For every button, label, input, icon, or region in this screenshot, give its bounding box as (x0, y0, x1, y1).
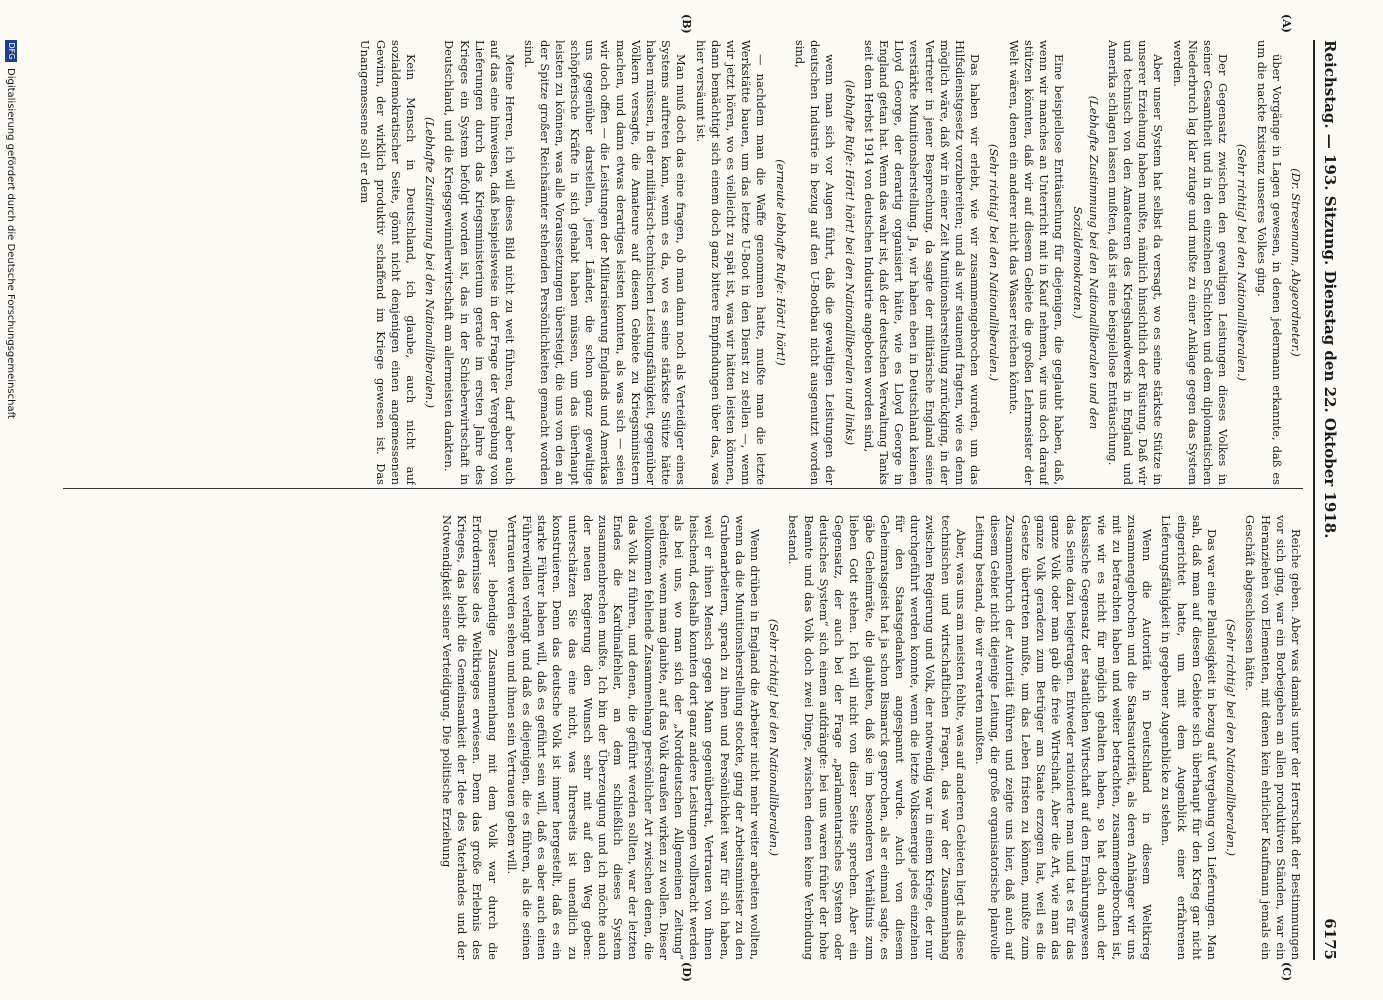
left-column (63, 40, 1303, 485)
page-number: 6175 (1321, 918, 1339, 960)
paragraph: Kein Mensch in Deutschland, ich glaube, auch nicht auf sozialdemokratischer Seite, gönnt nicht denjenigen einen angemessenen Gewinn, der wirklich produktiv schaffend im Kriege gewesen ist. Das Unangemessene soll er dem (358, 40, 419, 485)
paragraph: (Lebhafte Zustimmung bei den Nationalliberalen.) (423, 116, 438, 409)
paragraph: Wenn die Autorität in Deutschland in diesem Weltkrieg zusammengebrochen und die Staatsautorität, als deren Anhänger wir uns mit zu betrachten haben und weiter betrachten, zusammengebrochen ist, wie wir es nicht für möglich gehalten haben, so hat doch auch der klassische Gegensatz der staatlichen Wirtschaft auf dem Ernährungswesen das Seine dazu beigetragen. Entweder rationierte man und tat es für das ganze Volk oder man gab die freie Wirtschaft. Aber die Art, wie man das ganze Volk geradezu zum Betrüger am Staate erzogen hat, weil es die Gesetze übertreten mußte, um das Leben fristen zu können, mußte zum Zusammenbruch der Autorität führen und zeigte uns hier, daß auch auf diesem Gebiet nicht diejenige Leitung, die große organisatorische planvolle Leitung bestand, die wir erwarten mußten. (972, 515, 1155, 960)
page-header (1317, 40, 1343, 960)
footer (0, 0, 22, 1000)
paragraph: (lebhafte Rufe: Hört! hört! bei den Nationalliberalen und links) (842, 79, 857, 446)
paragraph: Das haben wir erlebt, wie wir zusammengebrochen wurden, um das Hilfsdienstgesetz vorzubereiten; und als wir staunend fragten, wie es denn möglich wäre, daß wir in einer Zeit Munitionsherstellung zurückging, in der Vertreter in jener Besprechung, da sagte der militärische England seine verstärkte Munitionsherstellung. Ja, wir haben eben in Deutschland keinen Lloyd George, der derartig organisiert hätte, wie es Lloyd George in England getan hat. Wenn das wahr ist, daß der deutschen Verwaltung Tanks seit dem Herbst 1914 von deutschen Industrie angeboten worden sind, (861, 40, 983, 485)
paragraph: über Vorgänge in Lagen gewesen, in denen jedermann erkannte, daß es um die nackte Existenz unseres Volkes ging. (1254, 40, 1284, 485)
right-column (63, 515, 1303, 960)
paragraph: Dieser lebendige Zusammenhang mit dem Volk war durch die Erfordernisse des Weltkrieges erwiesen. Denn das große Erlebnis des Krieges, das bleibt die Gemeinsamkeit der Idee des Vaterlandes und der Notwendigkeit seiner Verteidigung. Die politische Erziehung (440, 515, 500, 960)
margin-mark-a: (A) (1280, 14, 1293, 33)
paragraph: (Dr. Stresemann, Abgeordneter.) (1289, 168, 1303, 357)
paragraph: wenn man sich vor Augen führt, daß die gewaltigen Leistungen der deutschen Industrie in bezug auf den U-Bootbau nicht ausgenutzt worden sind, (792, 40, 838, 485)
header-title: Reichstag. — 193. Sitzung. Dienstag den 22. Oktober 1918. (1321, 40, 1339, 539)
dfg-logo: DFG (5, 40, 17, 62)
margin-mark-b: (B) (680, 14, 693, 34)
header-rule (1313, 40, 1315, 960)
paragraph: (erneute lebhafte Rufe: Hört! hört!) (773, 159, 788, 366)
paragraph: Reiche geben. Aber was damals unter der Herrschaft der Bestimmungen vor sich ging, war ein Borbeigeben an allen produktiven Ständen, war ein Heranziehen von Elementen, mit denen kein ehrlicher Kaufmann jemals ein Geschäft abgeschlossen hätte. (1243, 515, 1303, 960)
paragraph: Meine Herren, ich will dieses Bild nicht zu weit führen, darf aber auch auf das eine hinweisen, daß beispielsweise in der Frage der Vergebung von Lieferungen durch das Kriegsministerium gerade im ersten Jahre des Krieges ein System befolgt worden ist, das in der Schieberwirtschaft in Deutschland, und die Kriegsgewinnlerwirtschaft am allermeisten dankten. (442, 40, 518, 485)
footer-text: Digitalisierung gefördert durch die Deutsche Forschungsgemeinschaft (5, 68, 17, 419)
paragraph: (Sehr richtig! bei den Nationalliberalen.) (987, 143, 1002, 382)
margin-mark-d: (D) (680, 962, 693, 982)
margin-mark-c: (C) (1280, 962, 1293, 982)
paragraph: (Sehr richtig! bei den Nationalliberalen.) (767, 618, 782, 857)
column-divider (63, 488, 1303, 489)
paragraph: Aber unser System hat selbst da versagt, wo es seine stärkste Stütze in unserer Erziehung haben mußte, nämlich hinsichtlich der Rüstung. Daß wir und technisch von den Amateuren des Kriegshandwerks in England und Amerika schlagen lassen mußten, daß ist eine beispiellose Enttäuschung. (1105, 40, 1166, 485)
paragraph: — nachdem man die Waffe genommen hatte, mußte man die letzte Werkstätte bauen, um das letzte U-Boot in den Dienst zu stellen —, wenn wir jetzt hören, wo es vielleicht zu spät ist, was wir hätten leisten können, dann bemächtigt sich einem doch ganz bittere Empfindungen über das, was hier versäumt ist. (693, 40, 769, 485)
paragraph: Man muß doch das eine fragen, ob man dann noch als Verteidiger eines Systems auftreten kann, wenn es da, wo es seine stärkste Stütze hätte haben müssen, in der militärisch-technischen Leistungsfähigkeit, gegenüber Völkern versagte, die Amateure auf diesem Gebiete zu Kriegsministern machen, und dann etwas derartiges leisten konnten, als was sich — seien wir doch offen — die Leistungen der Militarisierung Englands und Amerikas uns gegenüber darstellen, jener Länder, die schon ganz gewaltige schöpferische Kräfte in sich gehabt haben müssen, um das überhaupt leisten zu können, was alle Voraussetzungen übersteigt, die uns von den an der Spitze großer Reichsämter stehenden Persönlichkeiten gemacht worden sind. (522, 40, 689, 485)
paragraph: (Sehr richtig! bei den Nationalliberalen.) (1224, 618, 1239, 857)
paragraph: Das war eine Planlosigkeit in bezug auf Vergebung von Lieferungen. Man sah, daß man auf diesem Gebiete sich überhaupt für den Krieg gar nicht eingerichtet hatte, um mit dem Augenblick einer erfahrenen Lieferungsfähigkeit in gegebener Augenblicke zu stehen. (1159, 515, 1219, 960)
paragraph: (Sehr richtig! bei den Nationalliberalen.) (1235, 143, 1250, 382)
paragraph: Aber, was uns am meisten fehlte, was auf anderen Gebieten liegt als diese technischen und wirtschaftlichen Fragen, das war der Zusammenhang zwischen Regierung und Volk, der notwendig war in einem Kriege, der nur durchgeführt werden konnte, wenn die letzte Volksenergie jedes einzelnen für den Staatsgedanken angespannt wurde. Auch von diesem Geheimratsgeist hat ja schon Bismarck gesprochen, als er einmal sagte, es gäbe Geheimräte, die glaubten, daß sie im besonderen Verhältnis zum lieben Gott stehen. Ich will nicht von dieser Seite sprechen. Aber ein Gegensatz, der auch bei der Frage „parlamentarisches System oder deutsches System“ sich einem aufdrängte: bei uns waren früher der hohe Beamte und das Volk doch zwei Dinge, zwischen denen keine Verbindung bestand. (786, 515, 968, 960)
paragraph: (Lebhafte Zustimmung bei den Nationalliberalen und den Sozialdemokraten.) (1071, 95, 1101, 430)
paragraph: Der Gegensatz zwischen den gewaltigen Leistungen dieses Volkes in seiner Gesamtheit und in den einzelnen Schichten und dem diplomatischen Niederbruch lag klar zutage und mußte zu einer Anklage gegen das System werden. (1170, 40, 1231, 485)
paragraph: Wenn drüben in England die Arbeiter nicht mehr weiter arbeiten wollten, wenn da die Munitionsherstellung stockte, ging der Arbeitsminister zu den Grubenarbeitern, sprach zu ihnen und Persönlichkeit war für sich haben, weil er ihnen Mensch gegen Mann gegenübertrat, Vertrauen von ihnen heischend, deshalb konnten dort ganz andere Leistungen vollbracht werden als bei uns, wo man sich der „Norddeutschen Allgemeinen Zeitung“ bediente, wenn man glaubte, auf das Volk draußen wirken zu wollen. Dieser vollkommen fehlende Zusammenhang persönlicher Art zwischen denen, die das Volk zu führen, und denen, die geführt werden sollten, war der letzten Endes die Kardinalfehler, an dem schließlich dieses System zusammenbrechen mußte. Ich bin der Überzeugung und ich möchte auch der neuen Regierung den Wunsch sehr mit auf den Weg geben: unterschätzen Sie das eine nicht, was Ihrerseits ist unendlich zu konstruieren. Denn das deutsche Volk ist immer hergestellt, daß es ein starke Führer haben will, daß es geführt sein will, daß es aber auch einen Führerwillen verlangt und daß es diejenigen, die es führen, als die seinen Vertrauen werden sehen und ihnen sein Vertrauen geben will. (504, 515, 763, 960)
paragraph: Eine beispiellose Enttäuschung für diejenigen, die geglaubt haben, daß, wenn wir manches an Unterricht mit in Kauf nehmen, wir uns doch darauf stützen könnten, daß wir auf diesem Gebiete die großen Lehrmeister der Welt wären, denen ein anderer nicht das Wasser reichen könnte. (1006, 40, 1067, 485)
